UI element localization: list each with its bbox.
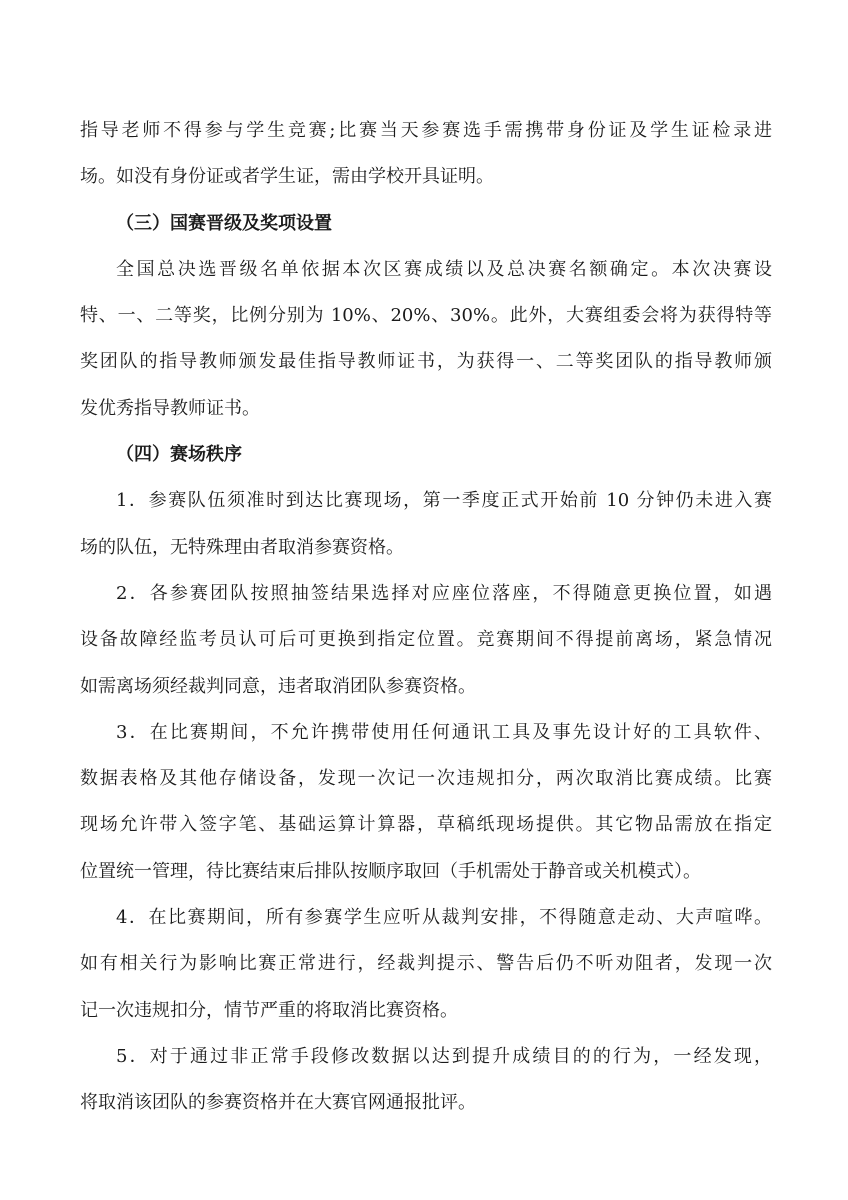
text-line: 2．各参赛团队按照抽签结果选择对应座位落座，不得随意更换位置，如遇 — [116, 582, 772, 604]
text-line: 场。如没有身份证或者学生证，需由学校开具证明。 — [80, 166, 494, 188]
section-heading-3: （三）国赛晋级及奖项设置 — [116, 212, 332, 234]
text-line: 将取消该团队的参赛资格并在大赛官网通报批评。 — [80, 1092, 476, 1114]
text-line: 指导老师不得参与学生竞赛;比赛当天参赛选手需携带身份证及学生证检录进 — [80, 120, 772, 141]
text-line: 奖团队的指导教师颁发最佳指导教师证书，为获得一、二等奖团队的指导教师颁 — [80, 351, 772, 373]
text-line: 全国总决选晋级名单依据本次区赛成绩以及总决赛名额确定。本次决赛设 — [116, 258, 772, 280]
text-line: 设备故障经监考员认可后可更换到指定位置。竞赛期间不得提前离场，紧急情况 — [80, 629, 772, 651]
text-line: 如需离场须经裁判同意，违者取消团队参赛资格。 — [80, 675, 476, 697]
text-line: 特、一、二等奖，比例分别为 10%、20%、30%。此外，大赛组委会将为获得特等 — [80, 305, 772, 327]
text-line: 发优秀指导教师证书。 — [80, 397, 260, 419]
text-line: 1．参赛队伍须准时到达比赛现场，第一季度正式开始前 10 分钟仍未进入赛 — [116, 490, 772, 512]
text-line: 记一次违规扣分，情节严重的将取消比赛资格。 — [80, 999, 458, 1021]
text-line: 4．在比赛期间，所有参赛学生应听从裁判安排，不得随意走动、大声喧哗。 — [116, 907, 772, 929]
text-line: 如有相关行为影响比赛正常进行，经裁判提示、警告后仍不听劝阻者，发现一次 — [80, 953, 772, 975]
text-line: 5．对于通过非正常手段修改数据以达到提升成绩目的的行为，一经发现， — [116, 1045, 772, 1067]
text-line: 位置统一管理，待比赛结束后排队按顺序取回（手机需处于静音或关机模式）。 — [80, 860, 701, 882]
text-line: 3．在比赛期间，不允许携带使用任何通讯工具及事先设计好的工具软件、 — [116, 721, 772, 743]
text-line: 数据表格及其他存储设备，发现一次记一次违规扣分，两次取消比赛成绩。比赛 — [80, 768, 772, 790]
text-line: 现场允许带入签字笔、基础运算计算器，草稿纸现场提供。其它物品需放在指定 — [80, 814, 772, 836]
text-line: 场的队伍，无特殊理由者取消参赛资格。 — [80, 536, 404, 558]
section-heading-4: （四）赛场秩序 — [116, 444, 242, 466]
